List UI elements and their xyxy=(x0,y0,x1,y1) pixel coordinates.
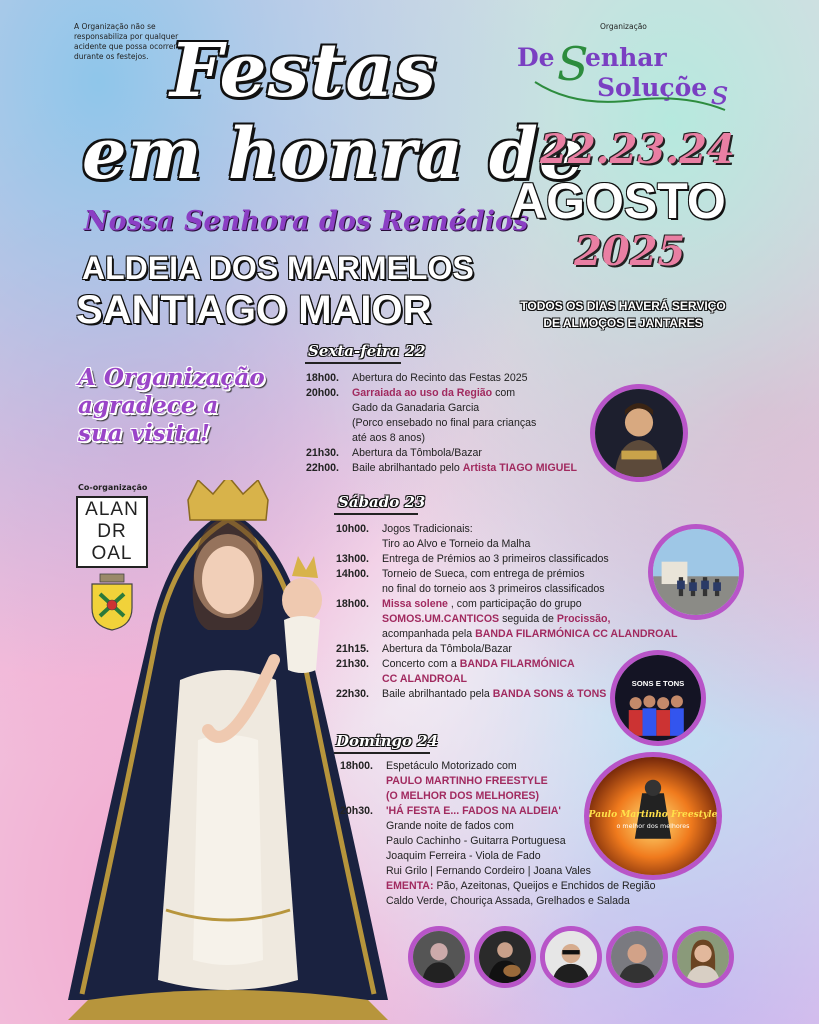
logo-word-1: De xyxy=(517,43,555,72)
program-text: Tiro ao Alvo e Torneio da Malha xyxy=(382,538,531,550)
event-month: AGOSTO xyxy=(510,173,726,229)
freestyle-photo xyxy=(584,752,722,880)
program-text: Jogos Tradicionais: xyxy=(382,523,473,535)
event-year: 2025 xyxy=(574,228,686,275)
organization-logo xyxy=(515,38,745,116)
program-time: 21h30. xyxy=(306,447,339,459)
program-text: no final do torneio aos 3 primeiros classificados xyxy=(382,583,605,595)
title-subtitle: Nossa Senhora dos Remédios xyxy=(84,206,529,237)
parade-photo xyxy=(648,524,744,620)
program-highlight: Artista TIAGO MIGUEL xyxy=(462,462,577,474)
program-row xyxy=(306,372,596,385)
program-text: Paulo Cachinho - Guitarra Portuguesa xyxy=(386,835,566,847)
logo-word-3: Soluçõe xyxy=(597,73,708,102)
fado-artist-photo-4 xyxy=(606,926,668,988)
tiago-miguel-photo xyxy=(590,384,688,482)
program-highlight: BANDA FILARMÓNICA xyxy=(459,658,575,670)
program-highlight: Procissão, xyxy=(556,613,611,625)
thanks-line-2: agradece a xyxy=(78,392,219,419)
program-text: acompanhada pela xyxy=(382,628,473,640)
program-text: Espetáculo Motorizado com xyxy=(386,760,517,772)
program-text: Caldo Verde, Chouriça Assada, Grelhados e Salada xyxy=(386,895,630,907)
program-time: 18h00. xyxy=(340,760,373,772)
program-row xyxy=(306,447,596,460)
freestyle-label-2: o melhor dos melhores xyxy=(616,822,690,830)
fado-artist-photo-1 xyxy=(408,926,470,988)
thanks-message xyxy=(78,364,278,448)
program-highlight: EMENTA: xyxy=(386,880,434,892)
coorganization-label: Co-organização xyxy=(78,483,148,492)
logo-end-s: s xyxy=(711,73,729,113)
program-time: 20h30. xyxy=(340,805,373,817)
program-text: Joaquim Ferreira - Viola de Fado xyxy=(386,850,541,862)
logo-line-2: DR xyxy=(97,521,127,542)
program-text: com xyxy=(495,387,516,399)
program-highlight: BANDA SONS & TONS xyxy=(492,688,607,700)
program-text: Entrega de Prémios ao 3 primeiros classificados xyxy=(382,553,609,565)
logo-big-s: S xyxy=(557,38,589,91)
program-text: seguida de xyxy=(502,613,554,625)
program-highlight: SOMOS.UM.CANTICOS xyxy=(382,613,500,625)
friday-heading: Sexta-feira 22 xyxy=(308,342,426,360)
place-village: ALDEIA DOS MARMELOS xyxy=(82,250,474,286)
program-text: (Porco ensebado no final para crianças xyxy=(352,417,537,429)
sons-tons-label: SONS E TONS xyxy=(631,678,685,688)
program-text: Grande noite de fados com xyxy=(386,820,514,832)
saturday-underline xyxy=(334,513,418,515)
program-time: 22h00. xyxy=(306,462,339,474)
program-row xyxy=(340,880,690,893)
program-row xyxy=(306,402,596,415)
program-row xyxy=(340,895,690,908)
program-text: Pão, Azeitonas, Queijos e Enchidos de Região xyxy=(436,880,656,892)
program-time: 22h30. xyxy=(336,688,369,700)
program-text: Abertura da Tômbola/Bazar xyxy=(352,447,482,459)
program-row xyxy=(306,417,596,430)
program-highlight: BANDA FILARMÓNICA CC ALANDROAL xyxy=(475,628,678,640)
program-time: 21h15. xyxy=(336,643,369,655)
program-row xyxy=(336,628,716,641)
program-row xyxy=(306,462,596,475)
logo-word-2: enhar xyxy=(585,43,667,72)
program-highlight: Missa solene xyxy=(382,598,448,610)
program-text: Abertura do Recinto das Festas 2025 xyxy=(352,372,528,384)
program-text: Baile abrilhantado pela xyxy=(382,688,490,700)
program-time: 21h30. xyxy=(336,658,369,670)
program-highlight: 'HÁ FESTA E... FADOS NA ALDEIA' xyxy=(386,805,561,817)
service-line-2: DE ALMOÇOS E JANTARES xyxy=(543,316,703,330)
program-text: Torneio de Sueca, com entrega de prémios xyxy=(382,568,585,580)
program-text: Abertura da Tômbola/Bazar xyxy=(382,643,512,655)
program-highlight: (O MELHOR DOS MELHORES) xyxy=(386,790,540,802)
program-text: até aos 8 anos) xyxy=(352,432,426,444)
program-row xyxy=(336,613,716,626)
logo-line-3: OAL xyxy=(91,543,133,564)
friday-underline xyxy=(305,362,401,364)
friday-program xyxy=(306,372,596,477)
title-line-1: Festas xyxy=(170,28,438,114)
program-text: , com participação do grupo xyxy=(450,598,582,610)
program-highlight: PAULO MARTINHO FREESTYLE xyxy=(386,775,548,787)
program-text: Concerto com a xyxy=(382,658,457,670)
title-line-2: em honra de xyxy=(82,112,585,195)
program-text: Baile abrilhantado pelo xyxy=(352,462,460,474)
sunday-heading: Domingo 24 xyxy=(336,732,439,750)
disclaimer-text: A Organização não se responsabiliza por qualquer acidente que possa ocorrer durante os festejos. xyxy=(74,22,179,61)
program-time: 10h00. xyxy=(336,523,369,535)
thanks-line-1: A Organização xyxy=(78,364,265,391)
thanks-line-3: sua visita! xyxy=(78,420,210,447)
program-highlight: Garraiada ao uso da Região xyxy=(352,387,493,399)
fado-artist-photo-2 xyxy=(474,926,536,988)
organization-label: Organização xyxy=(600,22,647,31)
meal-service-note xyxy=(505,298,741,332)
program-highlight: CC ALANDROAL xyxy=(382,673,467,685)
freestyle-label-1: Paulo Martinho Freestyle xyxy=(589,808,717,820)
program-text: Rui Grilo | Fernando Cordeiro | Joana Vales xyxy=(386,865,591,877)
program-time: 20h00. xyxy=(306,387,339,399)
logo-line-1: ALAN xyxy=(85,499,139,520)
program-time: 18h00. xyxy=(336,598,369,610)
program-time: 13h00. xyxy=(336,553,369,565)
program-row xyxy=(306,387,596,400)
program-text: Gado da Ganadaria Garcia xyxy=(352,402,480,414)
program-time: 14h00. xyxy=(336,568,369,580)
program-time: 18h00. xyxy=(306,372,339,384)
program-row xyxy=(336,523,716,536)
fado-artist-photo-5 xyxy=(672,926,734,988)
sunday-underline xyxy=(334,752,430,754)
place-parish: SANTIAGO MAIOR xyxy=(76,288,432,332)
fado-artist-photo-3 xyxy=(540,926,602,988)
program-row xyxy=(306,432,596,445)
saturday-heading: Sábado 23 xyxy=(338,493,426,511)
event-days: 22.23.24 xyxy=(540,126,735,173)
service-line-1: TODOS OS DIAS HAVERÁ SERVIÇO xyxy=(520,299,726,313)
sons-e-tons-photo xyxy=(610,650,706,746)
